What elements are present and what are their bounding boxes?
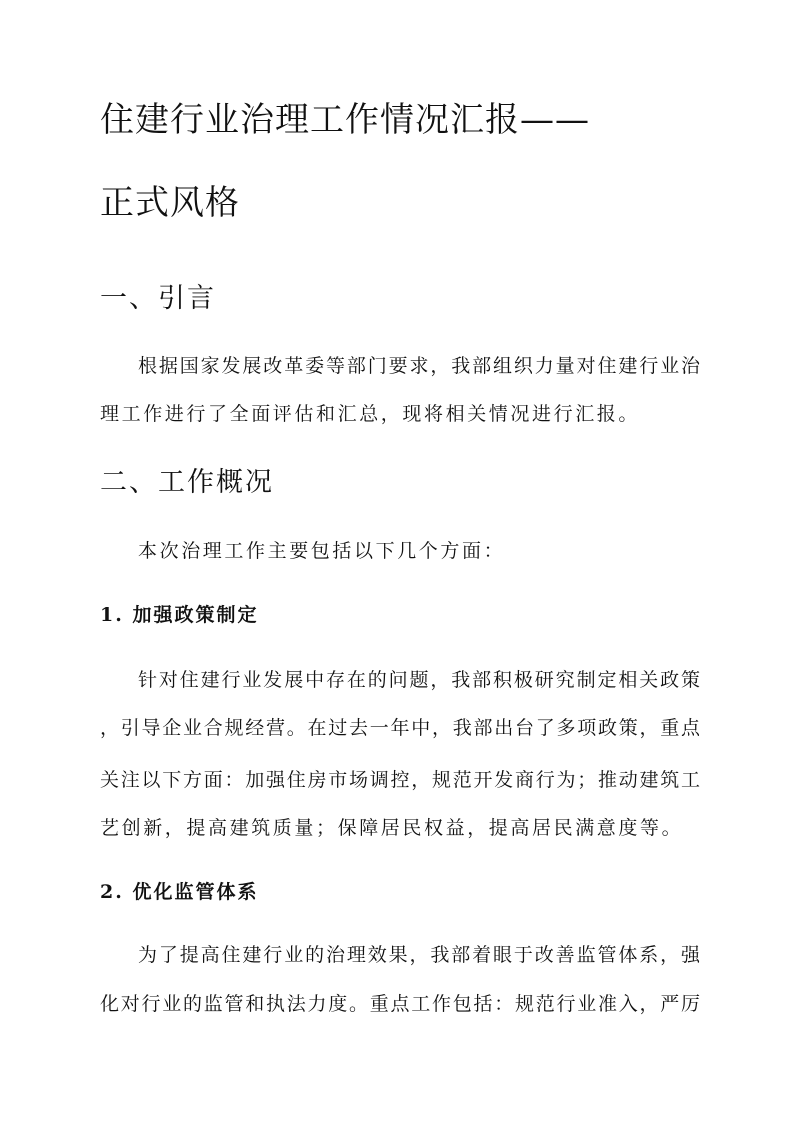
policy-paragraph-line-1: 针对住建行业发展中存在的问题，我部积极研究制定相关政策 [138, 669, 700, 691]
introduction-paragraph-line-2: 理工作进行了全面评估和汇总，现将相关情况进行汇报。 [100, 403, 641, 425]
section-heading-introduction: 一、引言 [100, 283, 216, 314]
supervision-paragraph-line-2: 化对行业的监管和执法力度。重点工作包括：规范行业准入，严厉 [100, 993, 700, 1015]
document-title-line-1: 住建行业治理工作情况汇报—— [100, 100, 590, 140]
policy-paragraph-line-2: ，引导企业合规经营。在过去一年中，我部出台了多项政策，重点 [100, 717, 700, 739]
subsection-heading-policy: 1. 加强政策制定 [100, 604, 259, 626]
document-title-line-2: 正式风格 [100, 183, 240, 223]
policy-paragraph-line-3: 关注以下方面：加强住房市场调控，规范开发商行为；推动建筑工 [100, 769, 700, 791]
subsection-heading-supervision: 2. 优化监管体系 [100, 881, 259, 903]
overview-paragraph-line-1: 本次治理工作主要包括以下几个方面： [138, 540, 506, 562]
policy-paragraph-line-4: 艺创新，提高建筑质量；保障居民权益，提高居民满意度等。 [100, 817, 684, 839]
supervision-paragraph-line-1: 为了提高住建行业的治理效果，我部着眼于改善监管体系，强 [138, 944, 700, 966]
section-heading-work-overview: 二、工作概况 [100, 467, 274, 498]
introduction-paragraph-line-1: 根据国家发展改革委等部门要求，我部组织力量对住建行业治 [138, 355, 700, 377]
